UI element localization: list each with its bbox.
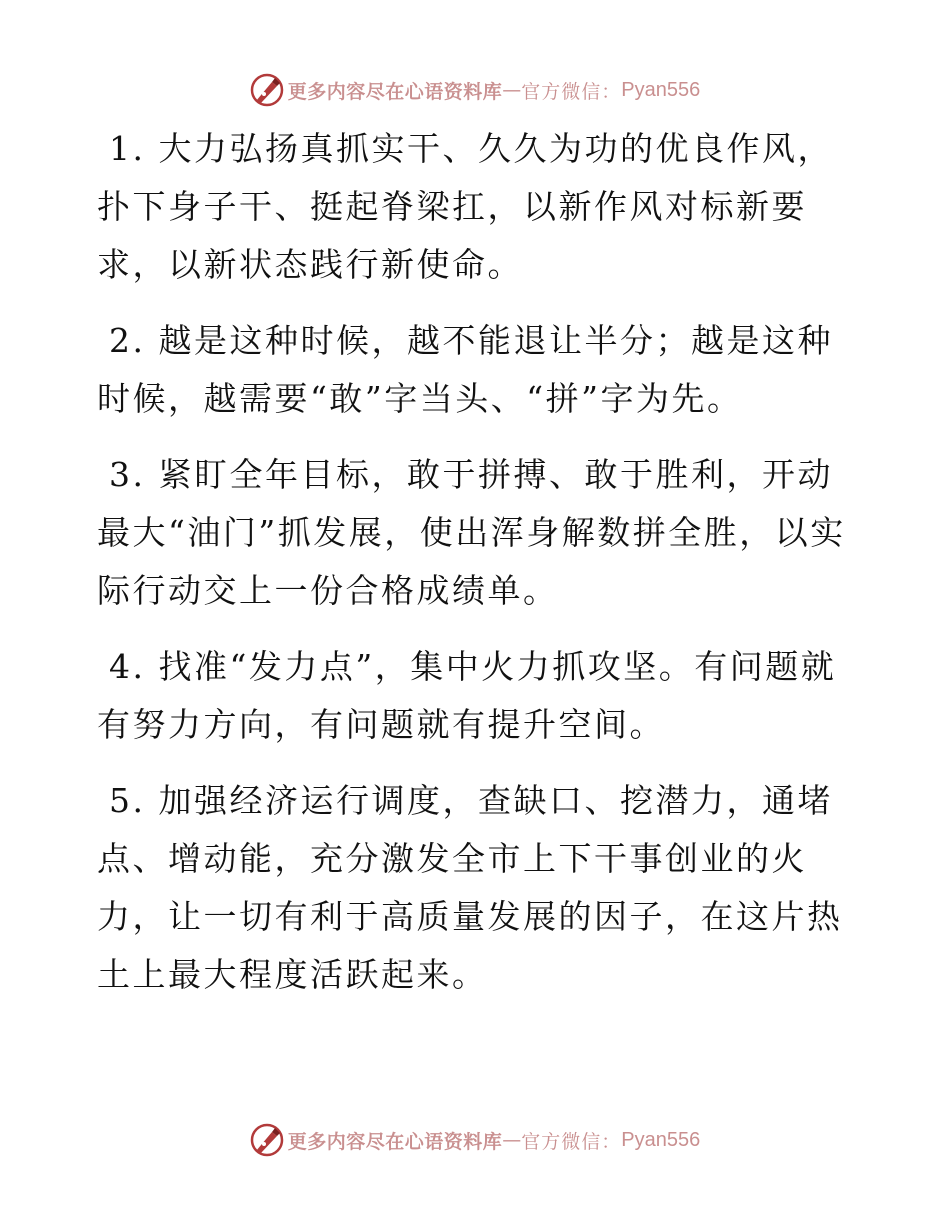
header-wechat-label: 官方微信： [521, 80, 622, 103]
header-banner-text: 更多内容尽在心语资料库 [287, 80, 503, 103]
list-item-2: 2. 越是这种时候，越不能退让半分；越是这种时候，越需要“敢”字当头、“拼”字为先。 [97, 321, 833, 418]
pen-nib-logo-icon [250, 1123, 284, 1157]
footer-wechat-id: Pyan556 [621, 1128, 701, 1151]
list-item-3: 3. 紧盯全年目标，敢于拼搏、敢于胜利，开动最大“油门”抓发展，使出浑身解数拼全胜，以实际行动交上一份合格成绩单。 [97, 455, 846, 610]
footer-banner-text: 更多内容尽在心语资料库 [287, 1130, 503, 1153]
footer-banner [0, 1120, 950, 1160]
list-item-4: 4. 找准“发力点”，集中火力抓攻坚。有问题就有努力方向，有问题就有提升空间。 [97, 647, 837, 744]
footer-banner-dash: — [502, 1129, 522, 1151]
footer-wechat-label: 官方微信： [521, 1130, 622, 1153]
list-item-5: 5. 加强经济运行调度，查缺口、挖潜力，通堵点、增动能，充分激发全市上下干事创业的火力，让一切有利于高质量发展的因子，在这片热土上最大程度活跃起来。 [97, 781, 843, 994]
header-wechat-id: Pyan556 [621, 78, 701, 101]
pen-nib-logo-icon [250, 73, 284, 107]
header-banner-dash: — [502, 79, 522, 101]
header-banner [0, 70, 950, 110]
document-body [97, 120, 857, 1022]
list-item-1: 1. 大力弘扬真抓实干、久久为功的优良作风，扑下身子干、挺起脊梁扛，以新作风对标新要求，以新状态践行新使命。 [97, 129, 833, 284]
